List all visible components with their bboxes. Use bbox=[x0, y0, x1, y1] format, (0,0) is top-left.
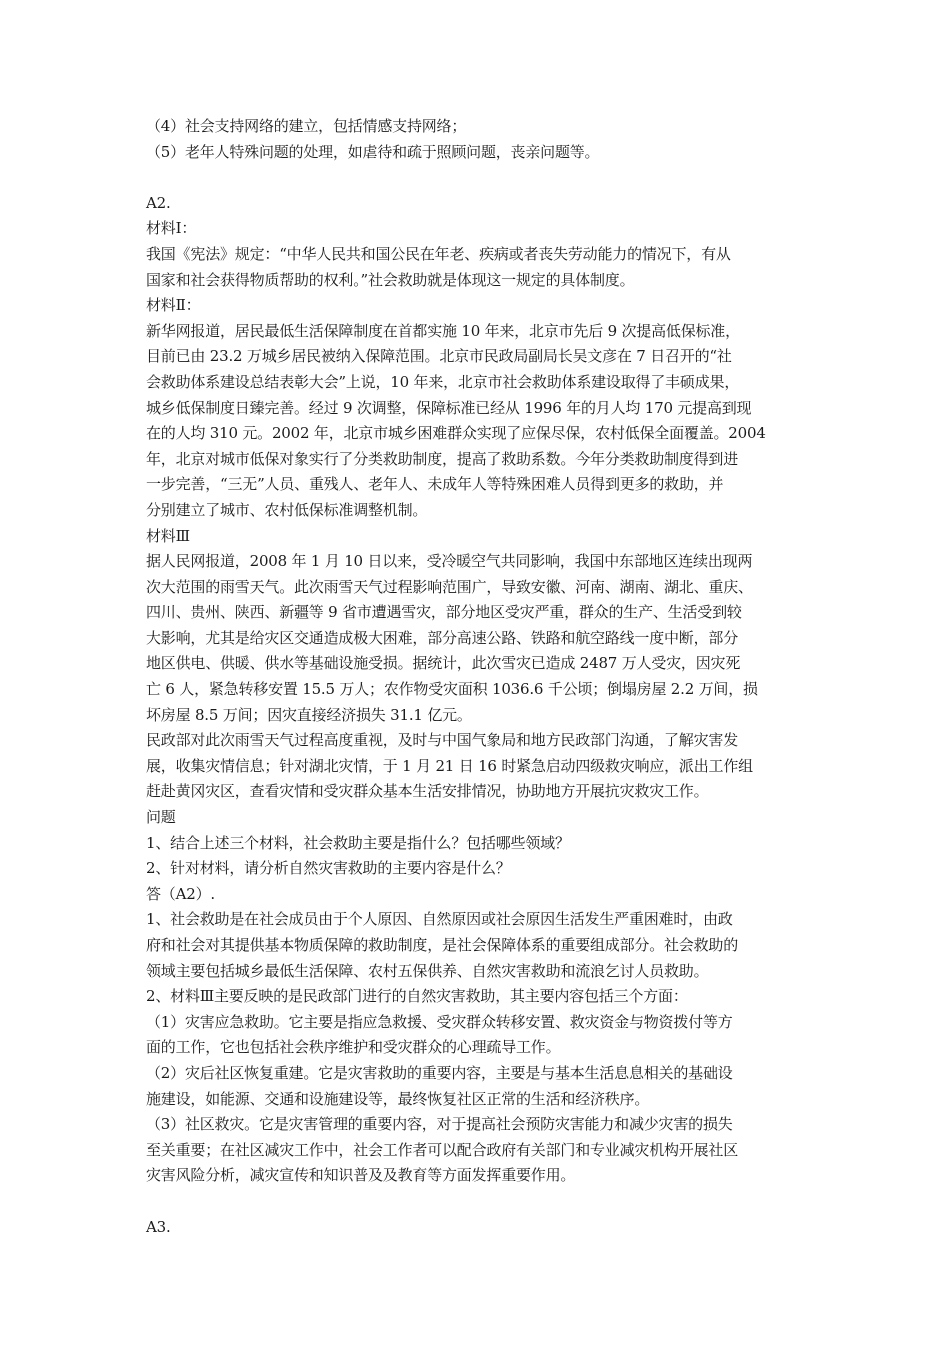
material-2-text: 在的人均 310 元。2002 年，北京市城乡困难群众实现了应保尽保，农村低保全面覆盖。2004 bbox=[146, 424, 766, 443]
material-3-text: 地区供电、供暖、供水等基础设施受损。据统计，此次雪灾已造成 2487 万人受灾，因灾死 bbox=[146, 654, 741, 673]
answer-2-item-1: （1）灾害应急救助。它主要是指应急救援、受灾群众转移安置、救灾资金与物资拨付等方 bbox=[146, 1012, 733, 1031]
material-2-text: 目前已由 23.2 万城乡居民被纳入保障范围。北京市民政局副局长吴文彦在 7 日召开的“社 bbox=[146, 347, 732, 366]
material-3-text: 赶赴黄冈灾区，查看灾情和受灾群众基本生活安排情况，协助地方开展抗灾救灾工作。 bbox=[146, 782, 709, 801]
answer-2-item-3: （3）社区救灾。它是灾害管理的重要内容，对于提高社会预防灾害能力和减少灾害的损失 bbox=[146, 1115, 733, 1134]
material-3-text: 大影响，尤其是给灾区交通造成极大困难，部分高速公路、铁路和航空路线一度中断，部分 bbox=[146, 628, 739, 647]
material-3-text: 展，收集灾情信息；针对湖北灾情，于 1 月 21 日 16 时紧急启动四级救灾响应，派出工作组 bbox=[146, 756, 753, 775]
section-heading-a3: A3. bbox=[146, 1217, 171, 1236]
material-3-text: 民政部对此次雨雪天气过程高度重视，及时与中国气象局和地方民政部门沟通，了解灾害发 bbox=[146, 731, 739, 750]
material-2-text: 会救助体系建设总结表彰大会”上说，10 年来，北京市社会救助体系建设取得了丰硕成果， bbox=[146, 372, 740, 391]
answer-1-text: 1、社会救助是在社会成员由于个人原因、自然原因或社会原因生活发生严重困难时，由政 bbox=[146, 910, 733, 929]
material-3-text: 坏房屋 8.5 万间；因灾直接经济损失 31.1 亿元。 bbox=[146, 705, 472, 724]
material-2-text: 分别建立了城市、农村低保标准调整机制。 bbox=[146, 500, 428, 519]
material-3-text: 四川、贵州、陕西、新疆等 9 省市遭遇雪灾，部分地区受灾严重，群众的生产、生活受到较 bbox=[146, 603, 742, 622]
blank-line bbox=[146, 165, 818, 191]
list-item-4: （4）社会支持网络的建立，包括情感支持网络； bbox=[146, 117, 467, 135]
list-item-5: （5）老年人特殊问题的处理，如虐待和疏于照顾问题，丧亲问题等。 bbox=[146, 142, 600, 161]
material-2-text: 城乡低保制度日臻完善。经过 9 次调整，保障标准已经从 1996 年的月人均 170 元提高到现 bbox=[146, 398, 752, 417]
section-heading-a2: A2. bbox=[146, 193, 171, 212]
answer-1-text: 领域主要包括城乡最低生活保障、农村五保供养、自然灾害救助和流浪乞讨人员救助。 bbox=[146, 961, 709, 980]
blank-line bbox=[146, 1189, 818, 1215]
question-1: 1、结合上述三个材料，社会救助主要是指什么？包括哪些领域？ bbox=[146, 833, 570, 852]
material-1-text: 国家和社会获得物质帮助的权利。”社会救助就是体现这一规定的具体制度。 bbox=[146, 270, 635, 289]
material-2-text: 一步完善，“三无”人员、重残人、老年人、未成年人等特殊困难人员得到更多的救助，并 bbox=[146, 475, 724, 494]
questions-heading: 问题 bbox=[146, 808, 176, 827]
material-3-text: 据人民网报道，2008 年 1 月 10 日以来，受冷暖空气共同影响，我国中东部地区连续出现两 bbox=[146, 552, 753, 571]
material-1-text: 我国《宪法》规定：“中华人民共和国公民在年老、疾病或者丧失劳动能力的情况下，有从 bbox=[146, 244, 731, 263]
material-3-heading: 材料Ⅲ bbox=[146, 526, 190, 545]
material-2-text: 年，北京对城市低保对象实行了分类救助制度，提高了救助系数。今年分类救助制度得到进 bbox=[146, 449, 739, 468]
material-3-text: 次大范围的雨雪天气。此次雨雪天气过程影响范围广，导致安徽、河南、湖南、湖北、重庆、 bbox=[146, 577, 753, 596]
answer-2-item-2: （2）灾后社区恢复重建。它是灾害救助的重要内容，主要是与基本生活息息相关的基础设 bbox=[146, 1063, 733, 1082]
question-2: 2、针对材料，请分析自然灾害救助的主要内容是什么？ bbox=[146, 859, 511, 878]
answer-1-text: 府和社会对其提供基本物质保障的救助制度，是社会保障体系的重要组成部分。社会救助的 bbox=[146, 936, 739, 954]
answer-heading: 答（A2）. bbox=[146, 884, 215, 903]
answer-2-item-2: 施建设，如能源、交通和设施建设等，最终恢复社区正常的生活和经济秩序。 bbox=[146, 1089, 650, 1108]
answer-2-item-1: 面的工作，它也包括社会秩序维护和受灾群众的心理疏导工作。 bbox=[146, 1038, 561, 1057]
material-1-heading: 材料Ⅰ： bbox=[146, 219, 197, 238]
material-3-text: 亡 6 人，紧急转移安置 15.5 万人；农作物受灾面积 1036.6 千公顷；倒塌房屋 2.2 万间，损 bbox=[146, 680, 758, 699]
answer-2-item-3: 至关重要；在社区减灾工作中，社会工作者可以配合政府有关部门和专业减灾机构开展社区 bbox=[146, 1140, 739, 1159]
answer-2-text: 2、材料Ⅲ主要反映的是民政部门进行的自然灾害救助，其主要内容包括三个方面： bbox=[146, 987, 688, 1006]
answer-2-item-3: 灾害风险分析，减灾宣传和知识普及及教育等方面发挥重要作用。 bbox=[146, 1166, 576, 1185]
document-body bbox=[146, 114, 818, 1240]
material-2-text: 新华网报道，居民最低生活保障制度在首都实施 10 年来，北京市先后 9 次提高低保标准， bbox=[146, 321, 740, 340]
material-2-heading: 材料Ⅱ： bbox=[146, 296, 201, 315]
